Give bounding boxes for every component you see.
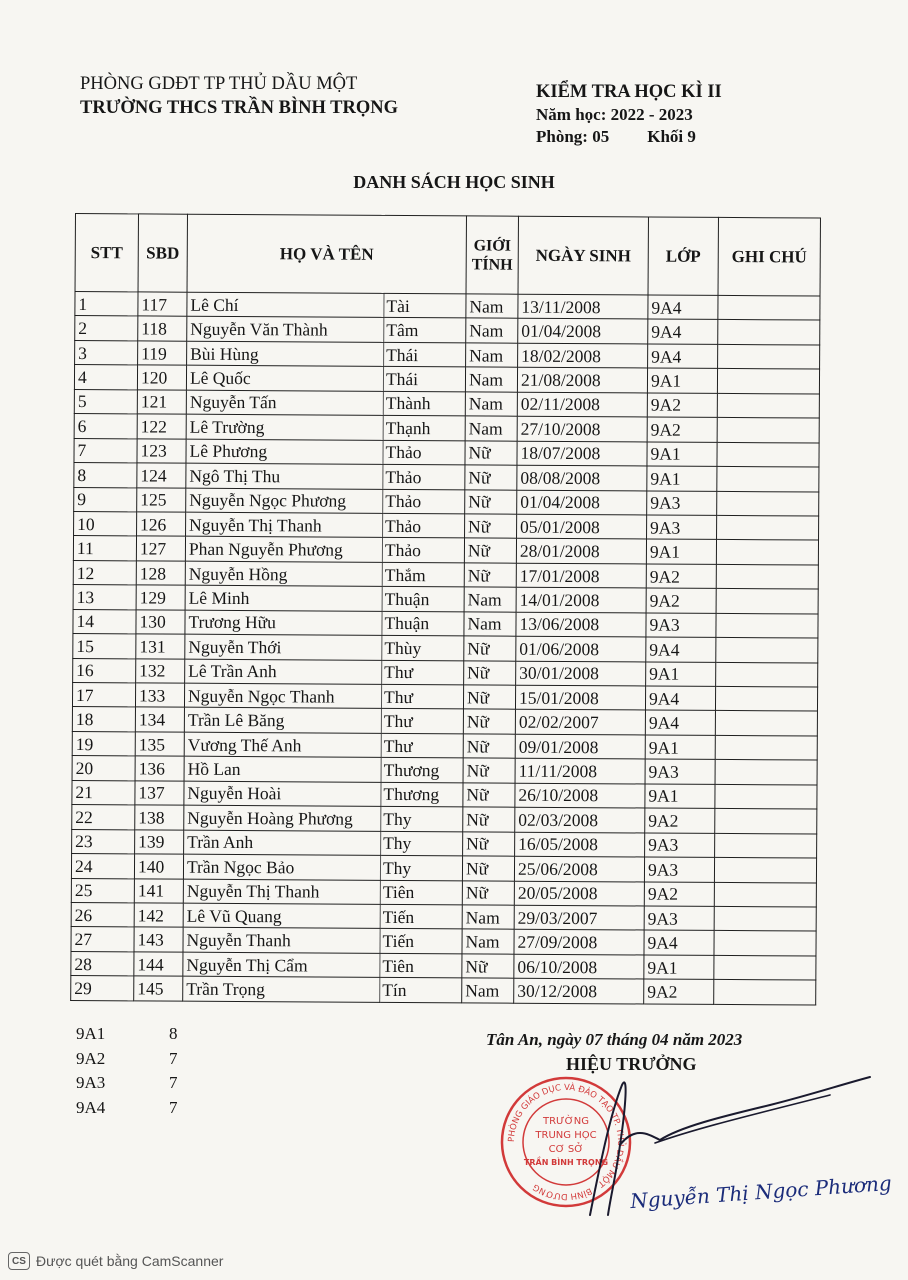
cell-stt: 27 [71, 927, 134, 952]
cell-given-name: Thái [384, 342, 466, 367]
cell-sbd: 137 [135, 781, 184, 806]
cell-stt: 5 [74, 389, 137, 414]
cell-stt: 11 [73, 536, 136, 561]
cell-gender: Nam [465, 392, 517, 417]
cell-gender: Nữ [462, 880, 514, 905]
cell-sbd: 142 [134, 903, 183, 928]
cell-gender: Nam [462, 978, 514, 1003]
cell-stt: 12 [73, 560, 136, 585]
cell-sbd: 125 [137, 487, 186, 512]
cell-stt: 3 [75, 340, 138, 365]
class-count-row [76, 1022, 178, 1047]
cell-surname: Hồ Lan [184, 756, 381, 782]
cell-gender: Nam [466, 294, 518, 319]
cell-surname: Trần Ngọc Bảo [183, 854, 380, 880]
cell-given-name: Thảo [382, 538, 464, 563]
cell-stt: 10 [74, 511, 137, 536]
cell-stt: 8 [74, 463, 137, 488]
cell-dob: 28/01/2008 [516, 539, 646, 564]
cell-gender: Nữ [465, 514, 517, 539]
cell-surname: Bùi Hùng [187, 341, 384, 367]
cell-gender: Nữ [464, 636, 516, 661]
cell-note [714, 980, 816, 1005]
cell-note [714, 882, 816, 907]
cell-stt: 24 [71, 854, 134, 879]
class-student-count: 7 [169, 1097, 178, 1117]
exam-header [536, 80, 722, 148]
cell-class: 9A3 [645, 759, 715, 784]
cell-surname: Nguyễn Thị Cẩm [183, 952, 380, 978]
school-name: TRƯỜNG THCS TRẦN BÌNH TRỌNG [80, 98, 398, 118]
cell-sbd: 138 [135, 805, 184, 830]
cell-dob: 05/01/2008 [517, 514, 647, 539]
cell-sbd: 126 [137, 512, 186, 537]
table-header-row [75, 214, 820, 297]
cell-sbd: 117 [138, 292, 187, 317]
cell-dob: 06/10/2008 [514, 954, 644, 979]
cell-gender: Nữ [463, 709, 515, 734]
cell-surname: Lê Phương [186, 439, 383, 465]
cell-note [718, 295, 820, 320]
cell-gender: Nam [466, 343, 518, 368]
cell-sbd: 144 [134, 952, 183, 977]
cell-stt: 25 [71, 878, 134, 903]
cell-dob: 17/01/2008 [516, 563, 646, 588]
cell-stt: 20 [72, 756, 135, 781]
cell-given-name: Thư [381, 709, 463, 734]
cell-surname: Nguyễn Thanh [183, 928, 380, 954]
cell-surname: Nguyễn Thị Thanh [183, 879, 380, 905]
seal-ring-text: PHÒNG GIÁO DỤC VÀ ĐÀO TẠO TP. THỦ DẦU MỘT - BÌNH DƯƠNG [506, 1082, 626, 1202]
cell-given-name: Tâm [384, 318, 466, 343]
cell-stt: 18 [72, 707, 135, 732]
cell-sbd: 134 [135, 707, 184, 732]
cell-gender: Nam [462, 905, 514, 930]
header-full-name: HỌ VÀ TÊN [187, 214, 466, 294]
cell-sbd: 132 [136, 658, 185, 683]
cell-stt: 26 [71, 902, 134, 927]
header-note: GHI CHÚ [718, 217, 820, 296]
cell-given-name: Thư [381, 733, 463, 758]
cell-given-name: Thy [381, 831, 463, 856]
signer-name: Nguyễn Thị Ngọc Phương [629, 1170, 893, 1214]
cell-surname: Lê Vũ Quang [183, 903, 380, 929]
cell-gender: Nam [466, 318, 518, 343]
class-count-row [76, 1071, 178, 1096]
cell-note [715, 686, 817, 711]
cell-stt: 6 [74, 414, 137, 439]
seal-center-line3: CƠ SỞ [548, 1144, 584, 1155]
class-code: 9A1 [76, 1024, 106, 1043]
cell-dob: 01/04/2008 [517, 490, 647, 515]
cell-dob: 16/05/2008 [515, 832, 645, 857]
cell-sbd: 145 [134, 976, 183, 1001]
cell-given-name: Thuận [382, 611, 464, 636]
cell-sbd: 118 [138, 316, 187, 341]
cell-sbd: 120 [137, 365, 186, 390]
cell-class: 9A3 [645, 833, 715, 858]
cell-surname: Lê Trường [186, 414, 383, 440]
cell-gender: Nam [465, 416, 517, 441]
cell-given-name: Thư [382, 660, 464, 685]
cell-note [715, 760, 817, 785]
cell-sbd: 124 [137, 463, 186, 488]
cell-dob: 01/04/2008 [518, 319, 648, 344]
cell-gender: Nam [464, 587, 516, 612]
cell-class: 9A1 [645, 735, 715, 760]
cell-sbd: 129 [136, 585, 185, 610]
header-stt: STT [75, 214, 138, 292]
cell-given-name: Thy [381, 807, 463, 832]
seal-center-line4: TRẦN BÌNH TRỌNG [523, 1158, 609, 1167]
cell-note [716, 564, 818, 589]
cell-given-name: Thùy [382, 636, 464, 661]
header-sbd: SBD [138, 214, 187, 292]
cell-stt: 7 [74, 438, 137, 463]
cell-given-name: Tiến [380, 904, 462, 929]
cell-class: 9A1 [646, 662, 716, 687]
cell-class: 9A4 [644, 930, 714, 955]
cell-stt: 15 [73, 634, 136, 659]
cell-surname: Nguyễn Hoàng Phương [184, 805, 381, 831]
cell-dob: 08/08/2008 [517, 465, 647, 490]
cell-surname: Trương Hữu [185, 610, 382, 636]
cell-surname: Nguyễn Thới [185, 634, 382, 660]
cell-gender: Nữ [463, 807, 515, 832]
cell-surname: Nguyễn Hồng [185, 561, 382, 587]
cell-surname: Nguyễn Hoài [184, 781, 381, 807]
cell-gender: Nữ [465, 489, 517, 514]
cell-gender: Nữ [463, 783, 515, 808]
cell-dob: 01/06/2008 [516, 636, 646, 661]
cell-note [717, 466, 819, 491]
header-gender [466, 216, 518, 294]
cell-gender: Nữ [463, 832, 515, 857]
cell-gender: Nữ [464, 538, 516, 563]
cell-sbd: 128 [136, 561, 185, 586]
cell-stt: 17 [72, 682, 135, 707]
header-class: LỚP [648, 217, 718, 295]
cell-dob: 30/12/2008 [514, 978, 644, 1003]
cell-gender: Nữ [463, 685, 515, 710]
table-row [71, 976, 816, 1005]
cell-given-name: Tiên [380, 953, 462, 978]
cell-given-name: Tiến [380, 929, 462, 954]
cell-note [714, 955, 816, 980]
cell-note [717, 515, 819, 540]
cell-note [714, 931, 816, 956]
cell-note [718, 320, 820, 345]
cell-given-name: Thắm [382, 562, 464, 587]
cell-gender: Nữ [463, 734, 515, 759]
scanner-watermark [8, 1252, 223, 1270]
cell-note [714, 906, 816, 931]
cell-stt: 13 [73, 585, 136, 610]
cell-class: 9A1 [646, 539, 716, 564]
cell-note [715, 833, 817, 858]
class-student-count: 7 [169, 1048, 178, 1068]
cell-class: 9A4 [646, 637, 716, 662]
cell-sbd: 139 [135, 830, 184, 855]
cell-gender: Nữ [462, 954, 514, 979]
cell-dob: 18/02/2008 [518, 343, 648, 368]
cell-dob: 15/01/2008 [515, 685, 645, 710]
class-student-count: 7 [169, 1073, 178, 1092]
principal-title: HIỆU TRƯỞNG [566, 1054, 697, 1074]
class-student-count: 8 [169, 1024, 178, 1043]
class-code: 9A4 [76, 1097, 106, 1117]
cell-given-name: Thương [381, 782, 463, 807]
cell-class: 9A1 [644, 955, 714, 980]
cell-surname: Trần Trọng [183, 976, 380, 1002]
cell-note [715, 711, 817, 736]
cell-class: 9A1 [647, 442, 717, 467]
cell-dob: 26/10/2008 [515, 783, 645, 808]
cell-sbd: 140 [134, 854, 183, 879]
department-header [80, 72, 398, 120]
cell-surname: Nguyễn Tấn [186, 390, 383, 416]
cell-dob: 13/11/2008 [518, 294, 648, 319]
cell-dob: 11/11/2008 [515, 759, 645, 784]
cell-note [717, 491, 819, 516]
cell-dob: 27/09/2008 [514, 930, 644, 955]
seal-center-line1: TRƯỜNG [543, 1116, 589, 1127]
cell-gender: Nữ [464, 563, 516, 588]
cell-class: 9A2 [646, 588, 716, 613]
student-rows [71, 292, 820, 1005]
cell-note [717, 369, 819, 394]
header-dob: NGÀY SINH [518, 216, 648, 295]
cell-class: 9A2 [647, 417, 717, 442]
cell-class: 9A4 [648, 295, 718, 320]
school-year: Năm học: 2022 - 2023 [536, 105, 693, 124]
cell-dob: 29/03/2007 [514, 905, 644, 930]
cell-note [716, 638, 818, 663]
department-name: PHÒNG GDĐT TP THỦ DẦU MỘT [80, 74, 358, 94]
cell-note [716, 613, 818, 638]
cell-surname: Phan Nguyễn Phương [185, 537, 382, 563]
cell-class: 9A2 [646, 564, 716, 589]
grade-level: Khối 9 [647, 127, 696, 146]
cell-class: 9A3 [647, 515, 717, 540]
cell-sbd: 131 [136, 634, 185, 659]
cell-sbd: 143 [134, 927, 183, 952]
cell-note [716, 589, 818, 614]
cell-gender: Nữ [463, 758, 515, 783]
cell-class: 9A3 [646, 613, 716, 638]
cell-note [715, 735, 817, 760]
cell-dob: 21/08/2008 [517, 368, 647, 393]
room-grade-line [536, 126, 722, 148]
cell-stt: 29 [71, 976, 134, 1001]
class-count-row [76, 1096, 178, 1121]
class-count-summary [76, 1022, 178, 1120]
seal-center-line2: TRUNG HỌC [535, 1130, 597, 1141]
room-number: Phòng: 05 [536, 127, 610, 146]
student-table [70, 213, 821, 1005]
cell-surname: Lê Quốc [186, 365, 383, 391]
cell-dob: 02/02/2007 [515, 710, 645, 735]
cell-surname: Lê Chí [187, 292, 384, 318]
cell-class: 9A3 [647, 490, 717, 515]
cell-surname: Nguyễn Thị Thanh [186, 512, 383, 538]
cell-class: 9A4 [645, 710, 715, 735]
cell-class: 9A2 [647, 393, 717, 418]
cell-class: 9A3 [644, 906, 714, 931]
cell-surname: Nguyễn Ngọc Thanh [184, 683, 381, 709]
cell-note [716, 662, 818, 687]
cell-surname: Vương Thế Anh [184, 732, 381, 758]
cell-dob: 27/10/2008 [517, 416, 647, 441]
cell-class: 9A2 [644, 881, 714, 906]
cell-sbd: 136 [135, 756, 184, 781]
cell-given-name: Tiên [380, 880, 462, 905]
cell-sbd: 141 [134, 878, 183, 903]
cell-gender: Nam [465, 367, 517, 392]
cell-class: 9A4 [645, 686, 715, 711]
cell-given-name: Tín [380, 978, 462, 1003]
cell-gender: Nữ [464, 660, 516, 685]
cell-stt: 14 [73, 609, 136, 634]
class-count-row [76, 1047, 178, 1072]
header-gender-line2: TÍNH [471, 255, 513, 274]
class-code: 9A3 [76, 1073, 106, 1092]
cell-dob: 02/03/2008 [515, 807, 645, 832]
cell-given-name: Thy [380, 855, 462, 880]
cell-sbd: 133 [135, 683, 184, 708]
cell-gender: Nữ [465, 441, 517, 466]
cell-dob: 18/07/2008 [517, 441, 647, 466]
cell-dob: 20/05/2008 [514, 881, 644, 906]
cell-stt: 21 [72, 780, 135, 805]
cell-sbd: 135 [135, 732, 184, 757]
cell-given-name: Thái [383, 367, 465, 392]
cell-sbd: 130 [136, 610, 185, 635]
cell-dob: 02/11/2008 [517, 392, 647, 417]
cell-given-name: Thảo [383, 464, 465, 489]
cell-sbd: 119 [138, 341, 187, 366]
cell-sbd: 121 [137, 390, 186, 415]
cell-surname: Lê Trần Anh [185, 659, 382, 685]
signing-date: Tân An, ngày 07 tháng 04 năm 2023 [486, 1030, 743, 1049]
cell-stt: 1 [75, 292, 138, 317]
cell-given-name: Thạnh [383, 416, 465, 441]
cell-dob: 13/06/2008 [516, 612, 646, 637]
cell-stt: 2 [75, 316, 138, 341]
cell-sbd: 122 [137, 414, 186, 439]
cell-class: 9A4 [648, 319, 718, 344]
cell-note [715, 784, 817, 809]
cell-stt: 19 [72, 731, 135, 756]
cell-stt: 9 [74, 487, 137, 512]
cell-surname: Lê Minh [185, 585, 382, 611]
cell-surname: Trần Lê Băng [184, 708, 381, 734]
cell-sbd: 123 [137, 439, 186, 464]
cell-class: 9A2 [644, 979, 714, 1004]
class-code: 9A2 [76, 1048, 106, 1068]
cell-stt: 16 [73, 658, 136, 683]
cell-gender: Nam [462, 929, 514, 954]
cell-gender: Nữ [462, 856, 514, 881]
cell-note [716, 540, 818, 565]
cell-class: 9A3 [644, 857, 714, 882]
cell-stt: 28 [71, 951, 134, 976]
cell-note [718, 344, 820, 369]
cell-dob: 09/01/2008 [515, 734, 645, 759]
cell-stt: 22 [72, 805, 135, 830]
cell-class: 9A4 [648, 344, 718, 369]
cell-class: 9A2 [645, 808, 715, 833]
cell-class: 9A1 [647, 368, 717, 393]
cell-given-name: Thư [381, 684, 463, 709]
cell-given-name: Thương [381, 758, 463, 783]
exam-title: KIỂM TRA HỌC KÌ II [536, 82, 722, 102]
camscanner-logo-icon: CS [8, 1252, 30, 1270]
cell-dob: 30/01/2008 [516, 661, 646, 686]
cell-surname: Ngô Thị Thu [186, 463, 383, 489]
cell-note [717, 418, 819, 443]
cell-given-name: Thành [383, 391, 465, 416]
cell-surname: Trần Anh [184, 830, 381, 856]
cell-sbd: 127 [136, 536, 185, 561]
cell-dob: 25/06/2008 [514, 856, 644, 881]
scanner-label: Được quét bằng CamScanner [36, 1253, 224, 1269]
cell-note [717, 393, 819, 418]
cell-note [715, 809, 817, 834]
cell-given-name: Thảo [383, 489, 465, 514]
cell-given-name: Thảo [383, 440, 465, 465]
cell-class: 9A1 [647, 466, 717, 491]
cell-surname: Nguyễn Ngọc Phương [186, 488, 383, 514]
cell-dob: 14/01/2008 [516, 587, 646, 612]
header-gender-line1: GIỚI [473, 236, 512, 255]
cell-gender: Nam [464, 612, 516, 637]
cell-given-name: Tài [384, 293, 466, 318]
cell-stt: 4 [74, 365, 137, 390]
cell-stt: 23 [72, 829, 135, 854]
cell-given-name: Thảo [383, 513, 465, 538]
cell-class: 9A1 [645, 784, 715, 809]
cell-note [717, 442, 819, 467]
cell-given-name: Thuận [382, 587, 464, 612]
cell-note [714, 857, 816, 882]
cell-surname: Nguyễn Văn Thành [187, 317, 384, 343]
cell-gender: Nữ [465, 465, 517, 490]
page-title: DANH SÁCH HỌC SINH [353, 172, 555, 192]
